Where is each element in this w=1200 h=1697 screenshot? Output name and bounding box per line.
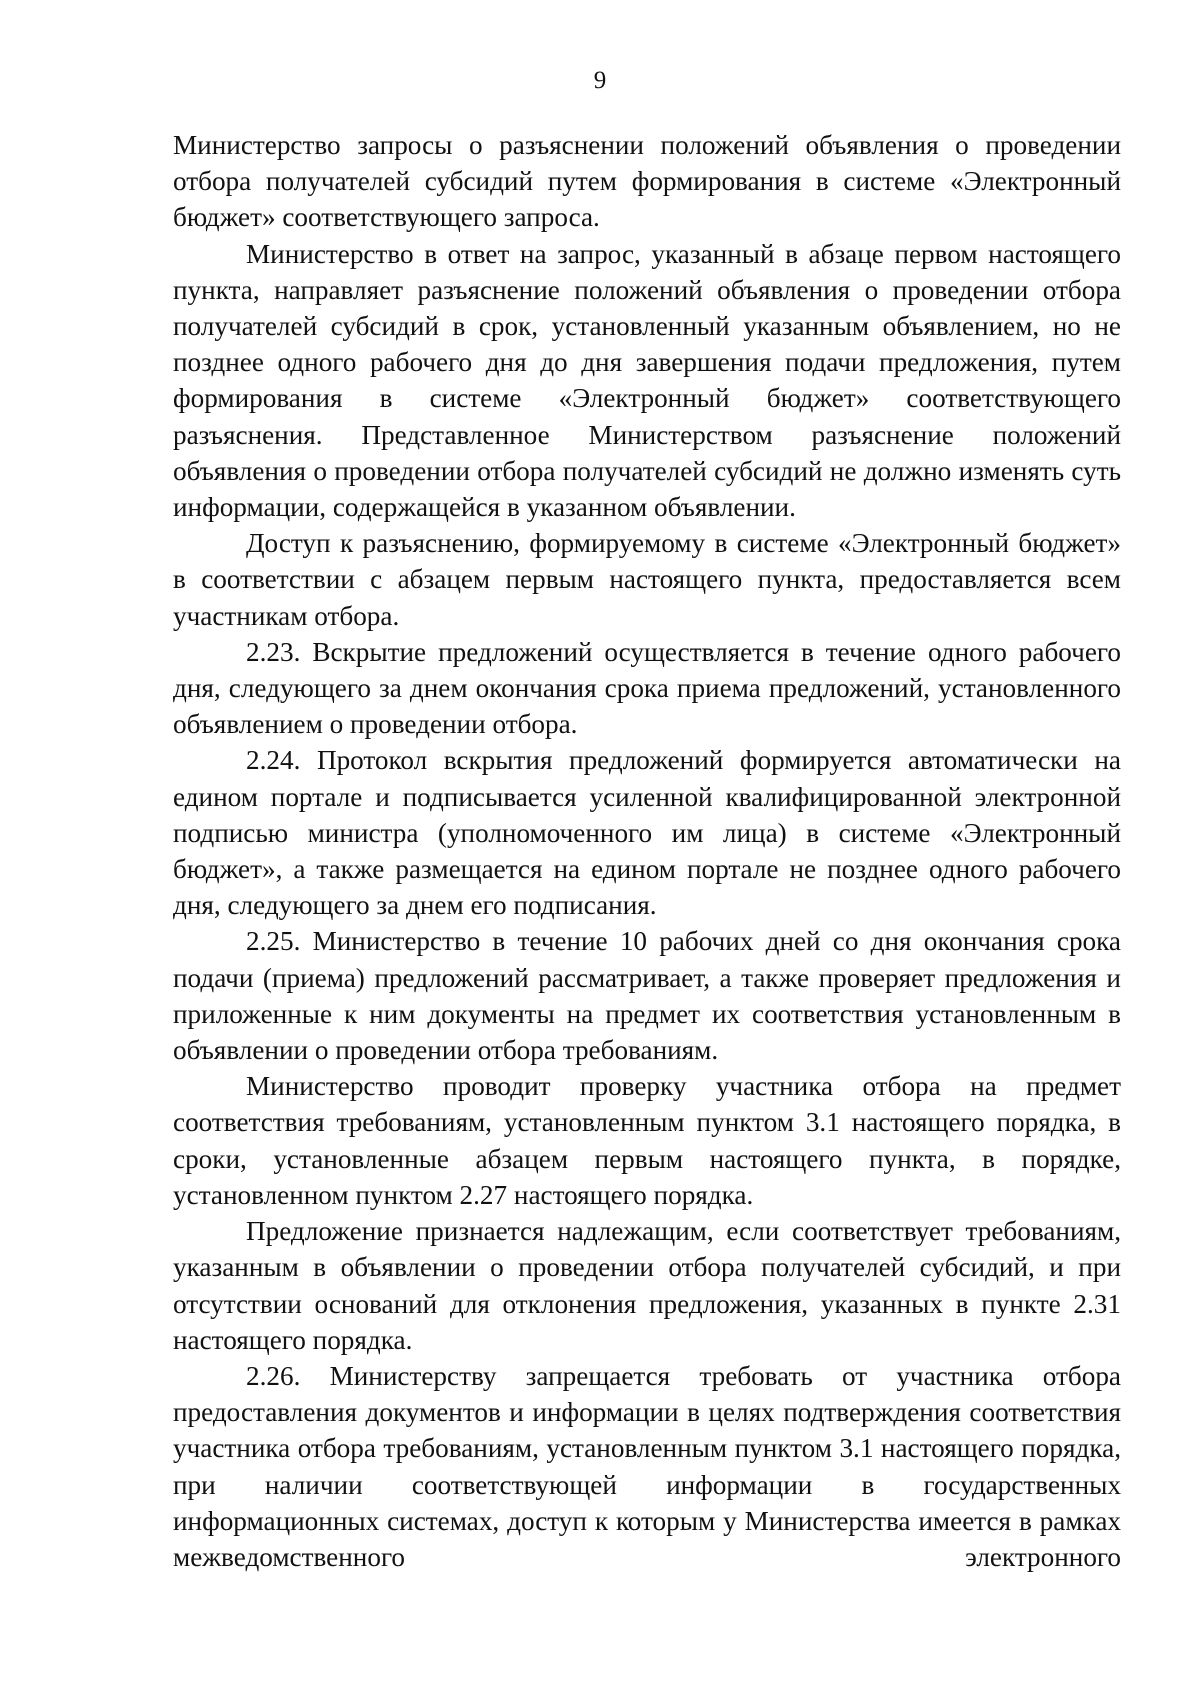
paragraph-inquiry-submission: Министерство запросы о разъяснении положений объявления о проведении отбора получателей субсидий путем формирования в системе «Электронный бюджет» соответствующего запроса. — [173, 130, 1121, 233]
paragraph-2-25: 2.25. Министерство в течение 10 рабочих дней со дня окончания срока подачи (приема) предложений рассматривает, а также проверяет предложения и приложенные к ним документы на предмет их соответствия установленным в объявлении о проведении отбора требованиям. — [173, 926, 1121, 1066]
paragraph-2-26: 2.26. Министерству запрещается требовать от участника отбора предоставления документов и информации в целях подтверждения соответствия участника отбора требованиям, установленным пунктом 3.1 настоящего порядка, при наличии соответствующей информации в государственных информационных системах, доступ к которым у Министерства имеется в рамках межведомственного электронного — [173, 1360, 1121, 1572]
paragraph-2-23: 2.23. Вскрытие предложений осуществляется в течение одного рабочего дня, следующего за днем окончания срока приема предложений, установленного объявлением о проведении отбора. — [173, 636, 1121, 740]
paragraph-clarification-access: Доступ к разъяснению, формируемому в системе «Электронный бюджет» в соответствии с абзацем первым настоящего пункта, предоставляется всем участникам отбора. — [173, 528, 1121, 631]
paragraph-participant-check: Министерство проводит проверку участника отбора на предмет соответствия требованиям, установленным пунктом 3.1 настоящего порядка, в сроки, установленные абзацем первым настоящего пункта, в порядке, установленном пунктом 2.27 настоящего порядка. — [173, 1071, 1121, 1210]
page-number: 9 — [593, 67, 607, 94]
paragraph-2-24: 2.24. Протокол вскрытия предложений формируется автоматически на едином портале и подписывается усиленной квалифицированной электронной подписью министра (уполномоченного им лица) в системе «Электронный бюджет», а также размещается на едином портале не позднее одного рабочего дня, следующего за днем его подписания. — [173, 745, 1121, 921]
paragraph-proposal-acceptance: Предложение признается надлежащим, если соответствует требованиям, указанным в объявлении о проведении отбора получателей субсидий, и при отсутствии оснований для отклонения предложения, указанных в пункте 2.31 настоящего порядка. — [173, 1216, 1121, 1355]
document-body — [173, 127, 1121, 1575]
paragraph-ministry-response: Министерство в ответ на запрос, указанный в абзаце первом настоящего пункта, направляет разъяснение положений объявления о проведении отбора получателей субсидий в срок, установленный указанным объявлением, но не позднее одного рабочего дня до дня завершения подачи предложения, путем формирования в системе «Электронный бюджет» соответствующего разъяснения. Представленное Министерством разъяснение положений объявления о проведении отбора получателей субсидий не должно изменять суть информации, содержащейся в указанном объявлении. — [173, 238, 1121, 523]
